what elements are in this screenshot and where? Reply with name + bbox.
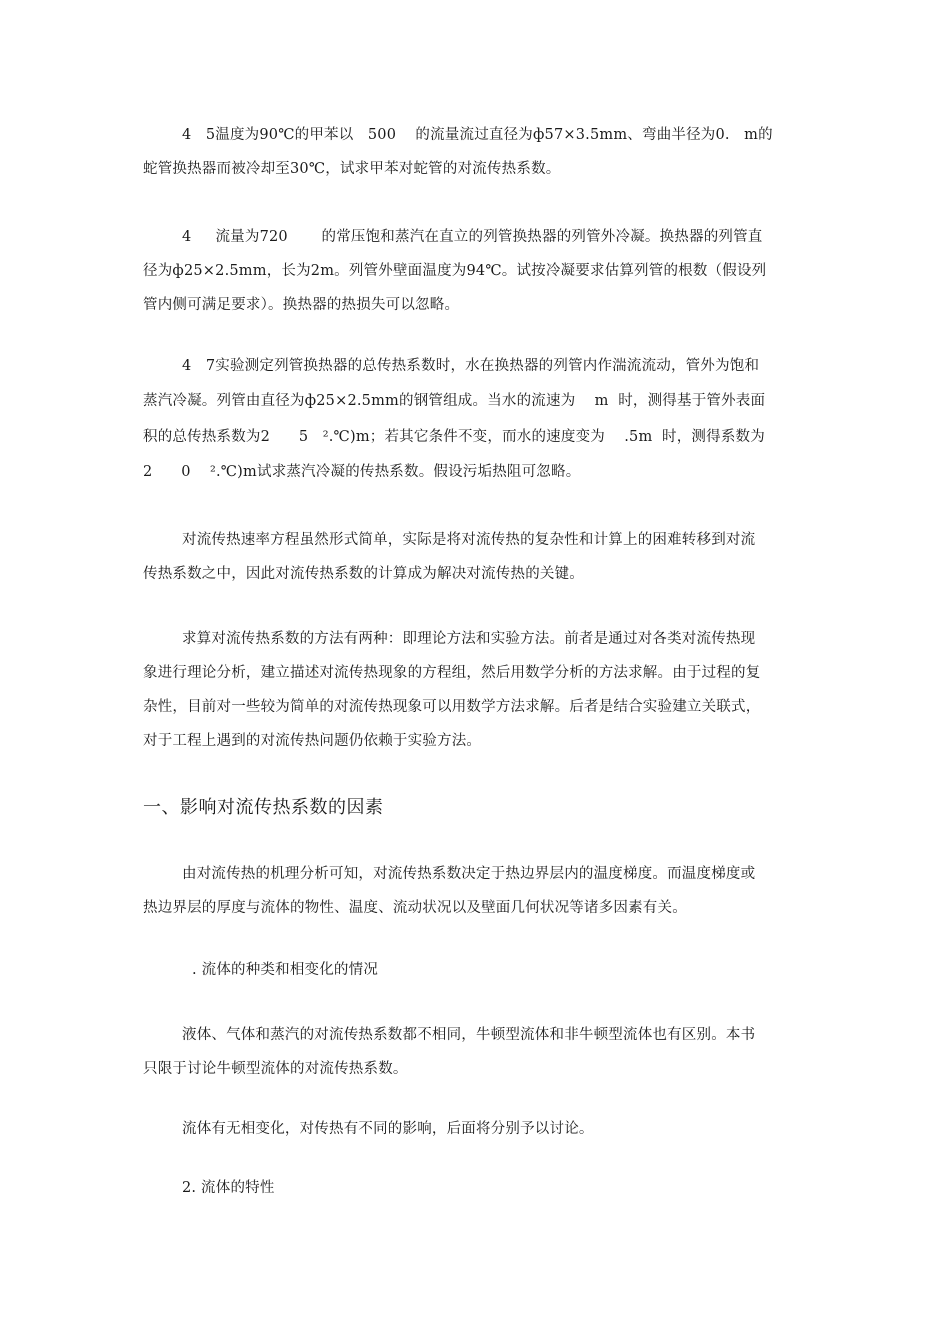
intro-paragraph-2-line-3: 杂性，目前对一些较为简单的对流传热现象可以用数学方法求解。后者是结合实验建立关联式， — [143, 699, 761, 715]
intro-paragraph-1-line-2: 传热系数之中，因此对流传热系数的计算成为解决对流传热的关键。 — [143, 566, 584, 582]
problem-4-6-line-2: 径为ф25×2.5mm，长为2m。列管外壁面温度为94℃。试按冷凝要求估算列管的根数（假设列 — [143, 263, 767, 279]
problem-4-7-line-1: 4 7实验测定列管换热器的总传热系数时，水在换热器的列管内作湍流流动，管外为饱和 — [182, 358, 760, 374]
section-heading: 一、影响对流传热系数的因素 — [143, 797, 384, 818]
problem-4-6-line-3: 管内侧可满足要求）。换热器的热损失可以忽略。 — [143, 297, 460, 313]
problem-4-5-line-1: 4 5温度为90℃的甲苯以 500 的流量流过直径为ф57×3.5mm、弯曲半径为0. m的 — [182, 127, 773, 143]
problem-4-5-line-2: 蛇管换热器而被冷却至30℃，试求甲苯对蛇管的对流传热系数。 — [143, 161, 561, 177]
subheading-fluid-properties: 2. 流体的特性 — [182, 1180, 275, 1196]
problem-4-7-line-3: 积的总传热系数为2 5 ².℃)m；若其它条件不变，而水的速度变为 .5m 时，测得系数为 — [143, 429, 765, 445]
factors-paragraph-line-2: 热边界层的厚度与流体的物性、温度、流动状况以及壁面几何状况等诸多因素有关。 — [143, 900, 687, 916]
problem-4-7-line-4: 2 0 ².℃)m试求蒸汽冷凝的传热系数。假设污垢热阻可忽略。 — [143, 464, 581, 480]
intro-paragraph-2-line-2: 象进行理论分析，建立描述对流传热现象的方程组，然后用数学分析的方法求解。由于过程的复 — [143, 665, 761, 681]
phase-change-paragraph: 流体有无相变化，对传热有不同的影响，后面将分别予以讨论。 — [182, 1121, 594, 1137]
intro-paragraph-2-line-1: 求算对流传热系数的方法有两种：即理论方法和实验方法。前者是通过对各类对流传热现 — [182, 631, 756, 647]
fluids-paragraph-line-2: 只限于讨论牛顿型流体的对流传热系数。 — [143, 1061, 408, 1077]
intro-paragraph-2-line-4: 对于工程上遇到的对流传热问题仍依赖于实验方法。 — [143, 733, 482, 749]
factors-paragraph-line-1: 由对流传热的机理分析可知，对流传热系数决定于热边界层内的温度梯度。而温度梯度或 — [182, 866, 756, 882]
subheading-fluid-type: . 流体的种类和相变化的情况 — [192, 962, 379, 978]
fluids-paragraph-line-1: 液体、气体和蒸汽的对流传热系数都不相同，牛顿型流体和非牛顿型流体也有区别。本书 — [182, 1027, 756, 1043]
problem-4-6-line-1: 4 流量为720 的常压饱和蒸汽在直立的列管换热器的列管外冷凝。换热器的列管直 — [182, 229, 763, 245]
problem-4-7-line-2: 蒸汽冷凝。列管由直径为ф25×2.5mm的钢管组成。当水的流速为 m 时，测得基于管外表面 — [143, 393, 766, 409]
intro-paragraph-1-line-1: 对流传热速率方程虽然形式简单，实际是将对流传热的复杂性和计算上的困难转移到对流 — [182, 532, 756, 548]
